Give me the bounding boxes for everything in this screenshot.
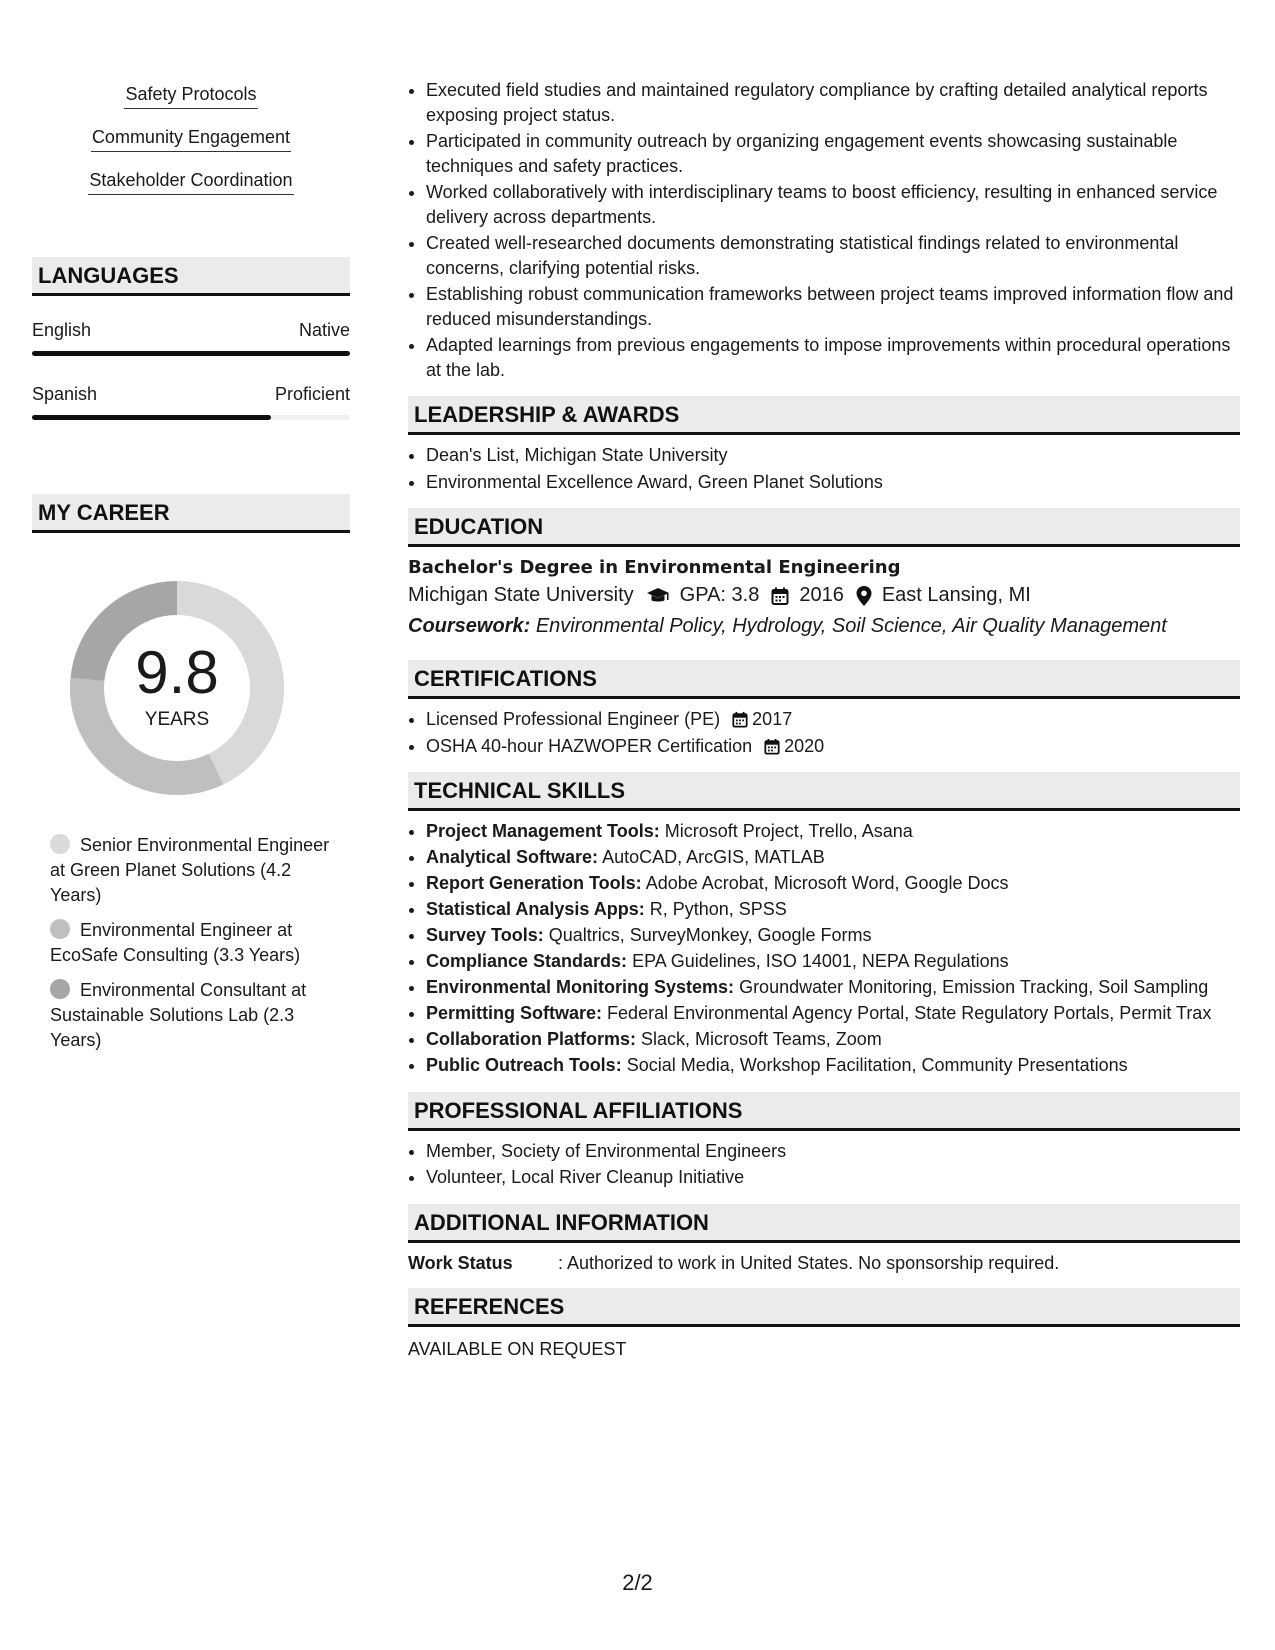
additional-info-title: ADDITIONAL INFORMATION xyxy=(408,1204,1240,1243)
skill-value: Groundwater Monitoring, Emission Tracking, Soil Sampling xyxy=(739,977,1209,997)
career-legend-item xyxy=(50,918,330,968)
skill-value: EPA Guidelines, ISO 14001, NEPA Regulations xyxy=(632,951,1009,971)
list-item: • Environmental Excellence Award, Green Planet Solutions xyxy=(426,470,1240,495)
coursework-value: Environmental Policy, Hydrology, Soil Science, Air Quality Management xyxy=(535,615,1167,637)
cert-year: 2020 xyxy=(784,735,825,756)
certifications-list xyxy=(408,707,1240,758)
list-item: • Member, Society of Environmental Engineers xyxy=(426,1139,1240,1164)
right-column xyxy=(408,78,1240,1360)
skill-list xyxy=(32,84,350,213)
school-name: Michigan State University xyxy=(408,584,634,606)
skill-key: Project Management Tools: xyxy=(426,821,660,841)
list-item xyxy=(426,1027,1240,1052)
technical-skills-title: TECHNICAL SKILLS xyxy=(408,772,1240,811)
career-label: Environmental Consultant at Sustainable Solutions Lab (2.3 Years) xyxy=(50,980,307,1050)
career-label: Environmental Engineer at EcoSafe Consulting (3.3 Years) xyxy=(50,920,301,965)
career-donut-chart xyxy=(62,573,292,803)
coursework xyxy=(408,615,1240,638)
skill-value: AutoCAD, ArcGIS, MATLAB xyxy=(602,847,825,867)
cert-name: OSHA 40-hour HAZWOPER Certification xyxy=(426,735,753,756)
certifications-title: CERTIFICATIONS xyxy=(408,660,1240,699)
language-bar xyxy=(32,415,350,420)
career-total: 9.8 xyxy=(135,639,219,706)
skill-value: Microsoft Project, Trello, Asana xyxy=(664,821,913,841)
skill-key: Analytical Software: xyxy=(426,847,599,867)
calendar-icon xyxy=(771,587,789,605)
career-legend-item xyxy=(50,833,330,908)
skill-key: Report Generation Tools: xyxy=(426,873,642,893)
gpa: GPA: 3.8 xyxy=(679,584,760,606)
graduation-cap-icon xyxy=(646,587,670,605)
skill-value: Qualtrics, SurveyMonkey, Google Forms xyxy=(548,925,872,945)
skill-key: Permitting Software: xyxy=(426,1003,603,1023)
list-item: • Dean's List, Michigan State University xyxy=(426,443,1240,468)
list-item xyxy=(426,1001,1240,1026)
career-label: Senior Environmental Engineer at Green Planet Solutions (4.2 Years) xyxy=(50,835,330,905)
technical-skills-list xyxy=(408,819,1240,1078)
skill-key: Environmental Monitoring Systems: xyxy=(426,977,735,997)
skill-item: Stakeholder Coordination xyxy=(88,170,293,195)
skill-value: R, Python, SPSS xyxy=(649,899,787,919)
affiliations-list xyxy=(408,1139,1240,1190)
skill-key: Compliance Standards: xyxy=(426,951,628,971)
list-item xyxy=(426,707,1240,732)
education-title: EDUCATION xyxy=(408,508,1240,547)
list-item: • Establishing robust communication frameworks between project teams improved information flow and reduced misunderstandings. xyxy=(426,282,1240,331)
skill-key: Statistical Analysis Apps: xyxy=(426,899,645,919)
page-number: 2/2 xyxy=(622,1570,653,1595)
language-level: Native xyxy=(298,320,350,340)
coursework-label: Coursework: xyxy=(408,615,531,637)
language-name: Spanish xyxy=(32,384,98,404)
list-item xyxy=(426,1053,1240,1078)
cert-name: Licensed Professional Engineer (PE) xyxy=(426,709,721,729)
list-item xyxy=(426,975,1240,1000)
legend-dot xyxy=(50,979,70,999)
skill-value: Adobe Acrobat, Microsoft Word, Google Docs xyxy=(645,873,1009,893)
language-bar xyxy=(32,351,350,356)
skill-value: Federal Environmental Agency Portal, State Regulatory Portals, Permit Trax xyxy=(607,1003,1212,1023)
work-status-label: Work Status xyxy=(408,1252,513,1273)
skill-item: Safety Protocols xyxy=(124,84,257,109)
school-location: East Lansing, MI xyxy=(881,584,1031,606)
list-item xyxy=(426,734,1240,759)
list-item: • Adapted learnings from previous engagements to impose improvements within procedural operations at the lab. xyxy=(426,333,1240,382)
list-item: • Participated in community outreach by organizing engagement events showcasing sustainable techniques and safety practices. xyxy=(426,129,1240,178)
legend-dot xyxy=(50,834,70,854)
skill-key: Public Outreach Tools: xyxy=(426,1055,622,1075)
legend-dot xyxy=(50,919,70,939)
graduation-year: 2016 xyxy=(799,584,844,606)
education-details xyxy=(408,584,1240,607)
skill-value: Slack, Microsoft Teams, Zoom xyxy=(641,1029,882,1049)
career-unit: YEARS xyxy=(144,709,210,730)
affiliations-title: PROFESSIONAL AFFILIATIONS xyxy=(408,1092,1240,1131)
calendar-icon xyxy=(732,711,748,728)
list-item xyxy=(426,923,1240,948)
career-legend xyxy=(32,833,350,1053)
list-item xyxy=(426,897,1240,922)
career-legend-item xyxy=(50,978,330,1053)
skill-item: Community Engagement xyxy=(91,127,291,152)
career-title: MY CAREER xyxy=(32,494,350,533)
list-item xyxy=(426,949,1240,974)
work-status-value: : Authorized to work in United States. No sponsorship required. xyxy=(558,1252,1060,1273)
skill-value: Social Media, Workshop Facilitation, Community Presentations xyxy=(626,1055,1128,1075)
language-level: Proficient xyxy=(274,384,350,404)
location-pin-icon xyxy=(856,586,872,606)
leadership-list xyxy=(408,443,1240,494)
references-title: REFERENCES xyxy=(408,1288,1240,1327)
language-name: English xyxy=(32,320,92,340)
language-bar-fill xyxy=(32,351,350,356)
leadership-title: LEADERSHIP & AWARDS xyxy=(408,396,1240,435)
language-bar-fill xyxy=(32,415,271,420)
list-item xyxy=(426,871,1240,896)
list-item: • Volunteer, Local River Cleanup Initiative xyxy=(426,1165,1240,1190)
list-item: • Worked collaboratively with interdisciplinary teams to boost efficiency, resulting in enhanced service delivery across departments. xyxy=(426,180,1240,229)
languages-title: LANGUAGES xyxy=(32,257,350,296)
list-item: • Executed field studies and maintained regulatory compliance by crafting detailed analytical reports exposing project status. xyxy=(426,78,1240,127)
experience-bullets xyxy=(408,78,1240,382)
left-column xyxy=(32,84,350,1053)
list-item: • Created well-researched documents demonstrating statistical findings related to environmental concerns, clarifying potential risks. xyxy=(426,231,1240,280)
language-english xyxy=(32,320,350,356)
work-status xyxy=(408,1253,1240,1274)
references-text: AVAILABLE ON REQUEST xyxy=(408,1338,627,1359)
skill-key: Collaboration Platforms: xyxy=(426,1029,637,1049)
degree-name: Bachelor's Degree in Environmental Engineering xyxy=(408,557,901,578)
language-spanish xyxy=(32,384,350,420)
list-item xyxy=(426,819,1240,844)
skill-key: Survey Tools: xyxy=(426,925,544,945)
list-item xyxy=(426,845,1240,870)
cert-year: 2017 xyxy=(752,709,793,729)
calendar-icon xyxy=(764,738,780,755)
